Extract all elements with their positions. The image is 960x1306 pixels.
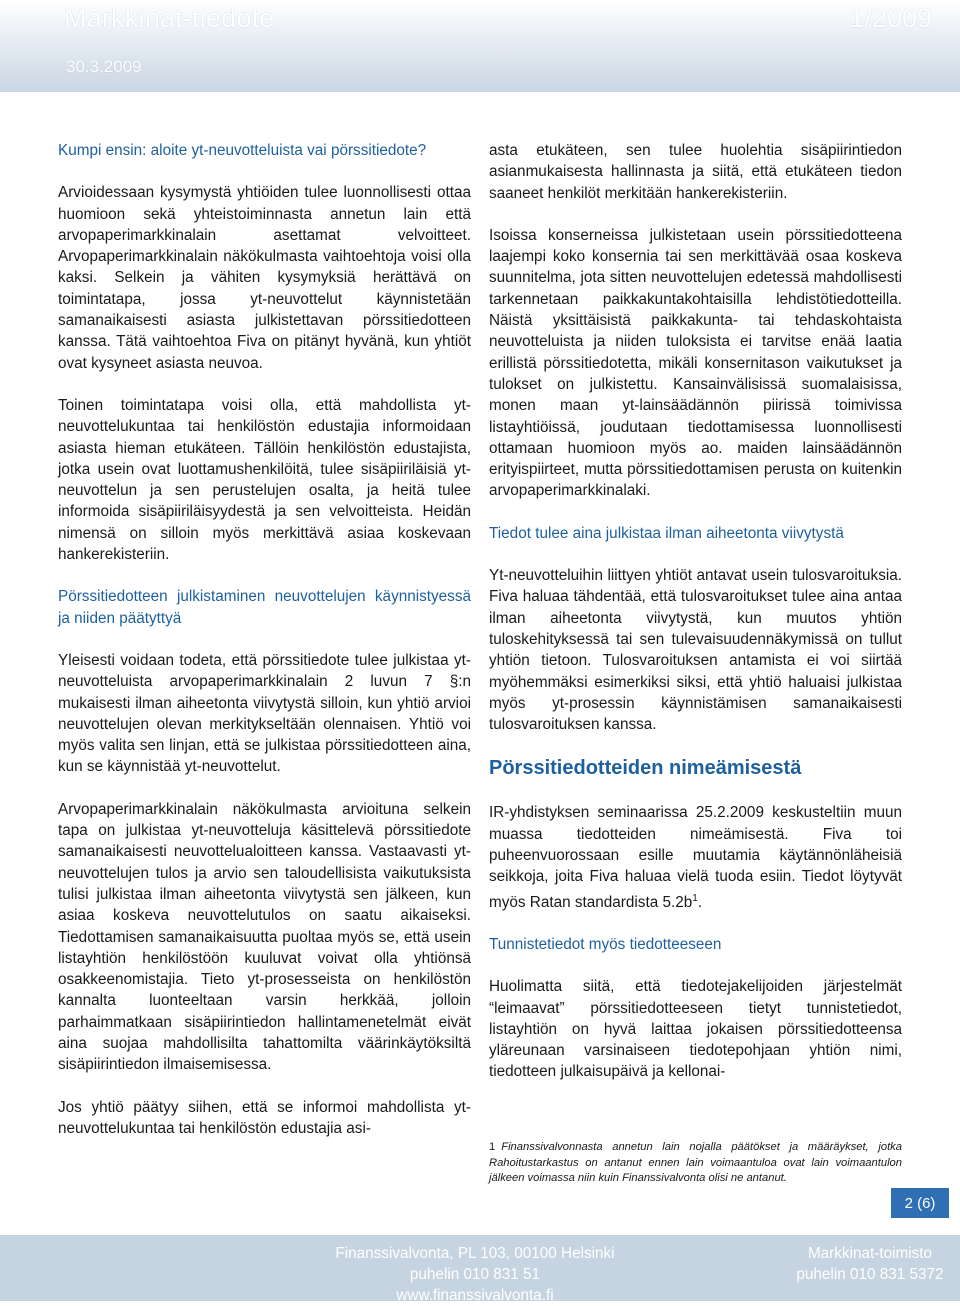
page-number-badge: 2 (6) (891, 1188, 949, 1218)
main-heading: Pörssitiedotteiden nimeämisestä (489, 757, 802, 780)
left-column (58, 140, 471, 1160)
footer-contact (300, 1243, 650, 1306)
paragraph: Toinen toimintatapa voisi olla, että mahdollista yt-neuvottelukuntaa tai henkilöstön edustajia informoidaan asiasta hieman etukäteen. Tällöin henkilöstön edustajista, jotka usein ovat luottamushenkilöitä, tulee sisäpiiriläisiä yt-neuvottelun ja sen perustelujen osalta, ja heitä tulee informoida sisäpiiriläisyydestä ja sen velvoitteista. Heidän nimensä on silloin myös merkittävä asiaa koskevaan hankerekisteriin. (58, 396, 471, 564)
paragraph (489, 802, 902, 913)
footer-website: www.finanssivalvonta.fi (396, 1287, 554, 1304)
section-heading: Tunnistetiedot myös tiedotteeseen (489, 936, 722, 953)
paragraph: asta etukäteen, sen tulee huolehtia sisäpiirintiedon asianmukaisesta hallinnasta ja siitä, että etukäteen tiedon saaneet henkilöt merkitään hankerekisteriin. (489, 142, 902, 202)
footer-address: Finanssivalvonta, PL 103, 00100 Helsinki (335, 1245, 615, 1262)
paragraph: Isoissa konserneissa julkistetaan usein pörssitiedotteena laajempi koko konsernia tai sen merkittävää osaa koskeva suunnitelma, jota sitten neuvottelujen edetessä mahdollisesti tarkennetaan paikkakuntakohtaisilla lehdistötiedotteilla. Näistä yksittäisistä paikkakunta- tai tehdaskohtaista neuvotteluista ja niiden tuloksista ei tarvitse enää laatia erillistä pörssitiedotetta, mikäli konsernitason vaikutukset ja tulokset on julkistettu. Kansainvälisissä suomalaisissa, monen maan yt-lainsäädännön piirissä toimivissa listayhtiöissä, joudutaan tiedottamisessa luonnollisesti ottamaan huomioon myös ao. maiden lainsäädännön erityispiirteet, mutta pörssitiedottamisen perusta on kuitenkin arvopaperimarkkinalaki. (489, 226, 902, 500)
footnote-number: 1 (489, 1141, 496, 1153)
section-heading: Pörssitiedotteen julkistaminen neuvottelujen käynnistyessä ja niiden päätyttyä (58, 588, 471, 627)
footnote-reference: 1 (692, 892, 698, 904)
footer-office-name: Markkinat-toimisto (807, 1245, 933, 1262)
paragraph: Arvopaperimarkkinalain näkökulmasta arvioituna selkein tapa on julkistaa yt-neuvotteluja käsittelevä pörssitiedote samanaikaisesti neuvottelualoitteen kanssa. Vastaavasti yt-neuvottelujen tulos ja arvio sen taloudellisista vaikutuksista tulisi julkistaa ilman aiheetonta viivytystä sen jälkeen, kun asiaa koskeva neuvottelutulos on saatu aikaiseksi. Tiedottamisen samanaikaisuutta puoltaa myös se, että usein listayhtiön henkilöstöön kuuluvat voivat olla yhtiönsä osakkeenomistajia. Tieto yt-prosesseista on henkilöstön kannalta luonteeltaan varsin herkkää, jolloin parhaimmatkaan sisäpiirintiedon hallintamenetelmät eivät aina suojaa mahdollisilta tahattomilta väärinkäytöksiltä sisäpiirintiedon ilmaisemisessa. (58, 800, 471, 1074)
publication-date: 30.3.2009 (66, 57, 142, 76)
paragraph: Yleisesti voidaan todeta, että pörssitiedote tulee julkistaa yt-neuvotteluista arvopaperimarkkinalain 2 luvun 7 §:n mukaisesti ilman aiheetonta viivytystä silloin, kun yhtiö arvioi neuvottelujen olevan merkitykseltään olennaisen. Yhtiö voi myös valita sen linjan, että se julkistaa pörssitiedotteen aina, kun se käynnistää yt-neuvottelut. (58, 651, 471, 776)
paragraph-text: IR-yhdistyksen seminaarissa 25.2.2009 keskusteltiin muun muassa tiedotteiden nimeämisestä. Fiva toi puheenvuorossaan esille muutamia käytännönläheisiä seikkoja, joita Fiva haluaa vielä tuoda esiin. Tiedot löytyvät myös Ratan standardista 5.2b (489, 804, 902, 911)
right-column (489, 140, 902, 1104)
paragraph-end: . (697, 893, 703, 911)
footer-office (780, 1243, 960, 1285)
section-heading: Tiedot tulee aina julkistaa ilman aiheetonta viivytystä (489, 524, 844, 542)
paragraph: Yt-neuvotteluihin liittyen yhtiöt antavat usein tulosvaroituksia. Fiva haluaa tähdentää, että tulosvaroitukset tulee aina antaa ilman aiheetonta viivytystä, kun muutos yhtiön tuloskehityksessä tai sen tulevaisuudennäkymissä on tullut yhtiön tietoon. Tulosvaroituksen antamista ei voi siirtää myöhemmäksi esimerkiksi siksi, että yhtiö haluaisi julkistaa myös yt-prosessin käynnistämisen samanaikaisesti tulosvaroituksen kanssa. (489, 567, 902, 734)
footer-office-phone: puhelin 010 831 5372 (796, 1266, 944, 1283)
page-footer (0, 1235, 960, 1304)
issue-number: 1/2009 (849, 3, 932, 33)
section-heading: Kumpi ensin: aloite yt-neuvotteluista vai pörssitiedote? (58, 142, 427, 159)
paragraph: Huolimatta siitä, että tiedotejakelijoiden järjestelmät “leimaavat” pörssitiedotteeseen tietyt tunnistetiedot, listayhtiön on hyvä laittaa jokaisen pörssitiedotteensa yläreunaan varsinaiseen tiedotepohjaan yhtiön nimi, tiedotteen julkaisupäivä ja kellonai- (489, 978, 902, 1081)
newsletter-title: Markkinat-tiedote (64, 3, 275, 33)
page-header (0, 0, 960, 92)
footnote (489, 1140, 902, 1187)
paragraph: Jos yhtiö päätyy siihen, että se informoi mahdollista yt-neuvottelukuntaa tai henkilöstön edustajia asi- (58, 1098, 471, 1137)
paragraph: Arvioidessaan kysymystä yhtiöiden tulee luonnollisesti ottaa huomioon sekä yhteistoiminnasta annetun lain että arvopaperimarkkinalain asettamat velvoitteet. Arvopaperimarkkinalain näkökulmasta vaihtoehtoja voisi olla kaksi. Selkein ja vähiten kysymyksiä herättävä on toimintatapa, jossa yt-neuvottelut käynnistetään samanaikaisesti asiasta julkistettavan pörssitiedotteen kanssa. Tätä vaihtoehtoa Fiva on pitänyt hyvänä, kun yhtiöt ovat kysyneet asiasta neuvoa. (58, 184, 471, 372)
footer-phone: puhelin 010 831 51 (409, 1266, 541, 1283)
footnote-text: Finanssivalvonnasta annetun lain nojalla päätökset ja määräykset, jotka Rahoitustarkastus on antanut ennen lain voimaantuloa ovat lain voimaantulon jälkeen voimassa niin kuin Finanssivalvonta olisi ne antanut. (489, 1141, 902, 1185)
